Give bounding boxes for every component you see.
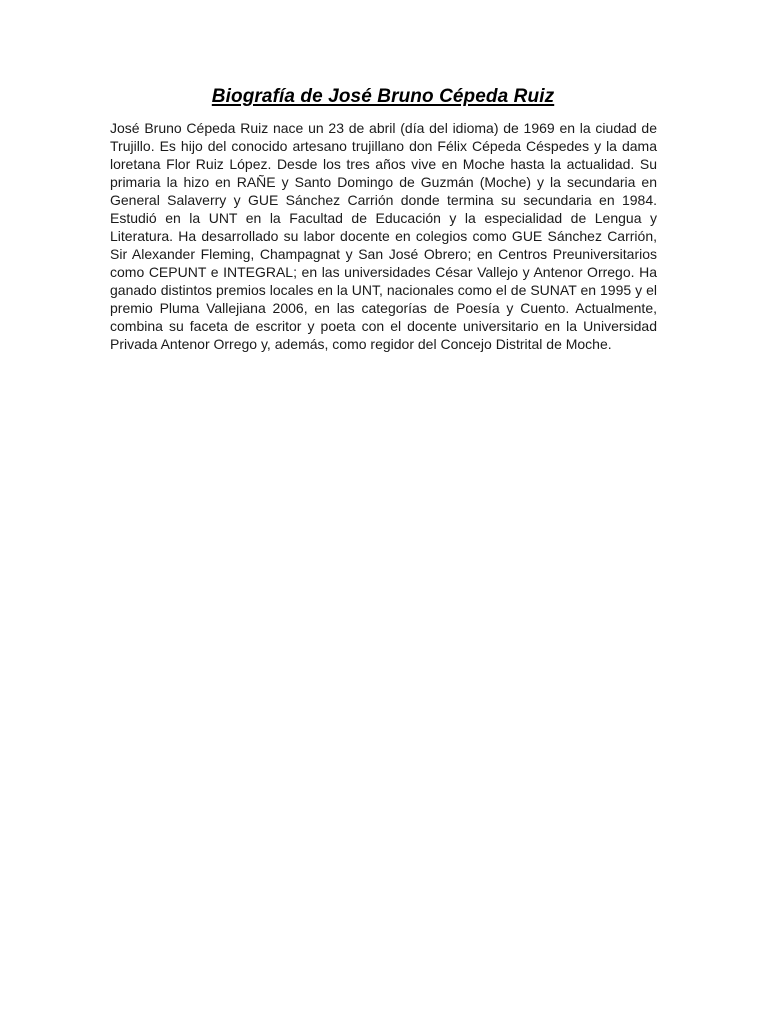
document-title: Biografía de José Bruno Cépeda Ruiz [211, 86, 555, 107]
biography-paragraph: José Bruno Cépeda Ruiz nace un 23 de abril (día del idioma) de 1969 en la ciudad de Trujillo. Es hijo del conocido artesano trujillano don Félix Cépeda Céspedes y la dama loretana Flor Ruiz López. Desde los tres años vive en Moche hasta la actualidad. Su primaria la hizo en RAÑE y Santo Domingo de Guzmán (Moche) y la secundaria en General Salaverry y GUE Sánchez Carrión donde termina su secundaria en 1984. Estudió en la UNT en la Facultad de Educación y la especialidad de Lengua y Literatura. Ha desarrollado su labor docente en colegios como GUE Sánchez Carrión, Sir Alexander Fleming, Champagnat y San José Obrero; en Centros Preuniversitarios como CEPUNT e INTEGRAL; en las universidades César Vallejo y Antenor Orrego. Ha ganado distintos premios locales en la UNT, nacionales como el de SUNAT en 1995 y el premio Pluma Vallejiana 2006, en las categorías de Poesía y Cuento. Actualmente, combina su faceta de escritor y poeta con el docente universitario en la Universidad Privada Antenor Orrego y, además, como regidor del Concejo Distrital de Moche. [110, 120, 657, 352]
